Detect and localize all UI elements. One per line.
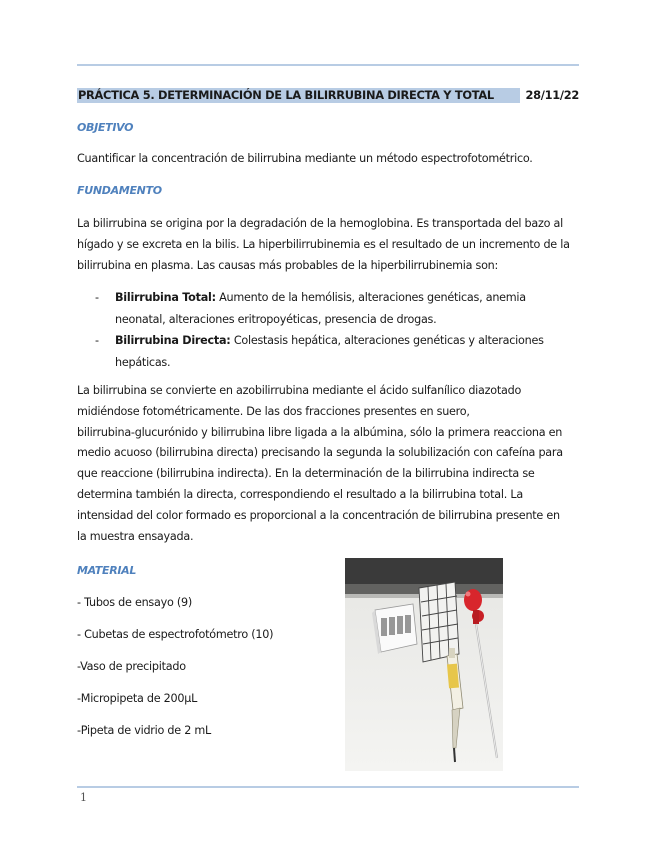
body-line: La bilirrubina se convierte en azobilirrubina mediante el ácido sulfanílico diazotado: [77, 384, 522, 397]
bullet-text: Aumento de la hemólisis, alteraciones genéticas, anemia: [215, 291, 526, 304]
fundamento-heading: FUNDAMENTO: [77, 184, 162, 197]
bullet-text: hepáticas.: [115, 355, 171, 369]
material-item: - Cubetas de espectrofotómetro (10): [77, 628, 274, 641]
material-item: -Micropipeta de 200µL: [77, 692, 198, 705]
list-item: [77, 287, 579, 330]
body-line: determina también la directa, correspondiendo el resultado a la bilirrubina total. La: [77, 487, 523, 501]
practice-title: PRÁCTICA 5. DETERMINACIÓN DE LA BILIRRUBINA DIRECTA Y TOTAL: [77, 88, 520, 103]
body-line: bilirrubina-glucurónido y bilirrubina libre ligada a la albúmina, sólo la primera reacciona en: [77, 425, 563, 439]
material-item: -Vaso de precipitado: [77, 660, 186, 673]
bullet-dash: -: [95, 334, 99, 347]
practice-date: 28/11/22: [525, 88, 579, 102]
intro-line: bilirrubina en plasma. Las causas más probables de la hiperbilirrubinemia son:: [77, 258, 499, 272]
top-rule: [77, 64, 579, 66]
objetivo-text: Cuantificar la concentración de bilirrubina mediante un método espectrofotométrico.: [77, 152, 533, 165]
fundamento-body: [77, 381, 579, 547]
bullet-text: neonatal, alteraciones eritropoyéticas, presencia de drogas.: [115, 312, 437, 326]
material-item: - Tubos de ensayo (9): [77, 596, 192, 609]
document-header: [77, 88, 579, 103]
bullet-dash: -: [95, 291, 99, 304]
causes-list: [77, 287, 579, 373]
bullet-text: Colestasis hepática, alteraciones genéticas y alteraciones: [230, 334, 544, 347]
fundamento-intro: [77, 214, 579, 276]
intro-line: hígado y se excreta en la bilis. La hiperbilirrubinemia es el resultado de un incremento de la: [77, 237, 570, 251]
objetivo-heading: OBJETIVO: [77, 121, 134, 134]
material-heading: MATERIAL: [77, 564, 137, 577]
lab-materials-photo: [345, 558, 503, 771]
body-line: medio acuoso (bilirrubina directa) precisando la segunda la solubilización con cafeína para: [77, 446, 563, 460]
bullet-label: Bilirrubina Directa:: [115, 334, 231, 347]
body-line: que reaccione (bilirrubina indirecta). En la determinación de la bilirrubina indirecta se: [77, 467, 535, 481]
list-item: [77, 330, 579, 373]
intro-line: La bilirrubina se origina por la degradación de la hemoglobina. Es transportada del bazo al: [77, 217, 563, 230]
body-line: intensidad del color formado es proporcional a la concentración de bilirrubina presente en: [77, 508, 560, 522]
body-line: midiéndose fotométricamente. De las dos fracciones presentes en suero,: [77, 404, 470, 418]
material-item: -Pipeta de vidrio de 2 mL: [77, 724, 212, 737]
bottom-rule: [77, 786, 579, 788]
body-line: la muestra ensayada.: [77, 529, 194, 543]
bullet-label: Bilirrubina Total:: [115, 291, 216, 304]
page-number: 1: [80, 791, 87, 804]
